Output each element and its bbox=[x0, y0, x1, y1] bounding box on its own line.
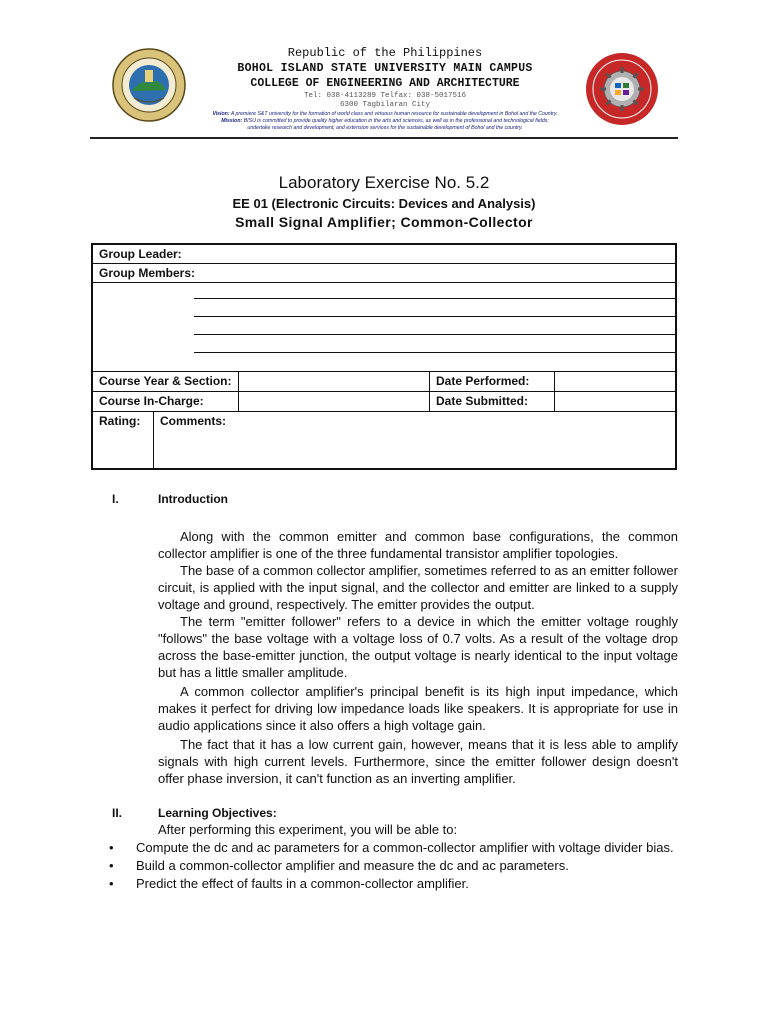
table-divider bbox=[93, 263, 675, 264]
group-members-label: Group Members: bbox=[99, 266, 196, 280]
bullet-icon: • bbox=[109, 876, 114, 891]
member-line[interactable] bbox=[194, 334, 675, 335]
mission-text: BISU is committed to provide quality higher education in the arts and sciences, as well as in the professional and technological fields; bbox=[243, 118, 549, 124]
vision-text: A premiere S&T university for the formation of world class and virtuous human resource for sustainable development in Bohol and the Country. bbox=[230, 111, 558, 117]
paragraph-text: The fact that it has a low current gain, however, means that it is less able to amplify signals with high current levels. Furthermore, since the emitter follower design doesn't offer phase inversion, it can't function as an inverting amplifier. bbox=[158, 737, 678, 786]
college-seal-logo bbox=[585, 52, 659, 126]
list-item bbox=[109, 875, 679, 892]
objectives-list bbox=[109, 839, 679, 893]
course-year-label: Course Year & Section: bbox=[99, 374, 232, 388]
header-mission bbox=[180, 118, 590, 124]
table-divider bbox=[153, 411, 154, 470]
member-line[interactable] bbox=[194, 298, 675, 299]
page-title: Laboratory Exercise No. 5.2 bbox=[278, 173, 490, 192]
intro-paragraph bbox=[158, 736, 678, 787]
intro-paragraph bbox=[158, 528, 678, 562]
header-university: BOHOL ISLAND STATE UNIVERSITY MAIN CAMPUS bbox=[237, 62, 533, 75]
header-divider bbox=[90, 137, 678, 139]
table-divider bbox=[93, 391, 675, 392]
bullet-icon: • bbox=[109, 840, 114, 855]
section-number: II. bbox=[112, 806, 123, 820]
exercise-topic: Small Signal Amplifier; Common-Collector bbox=[235, 214, 533, 230]
date-submitted-label: Date Submitted: bbox=[436, 394, 529, 408]
group-info-table bbox=[91, 243, 677, 470]
header-telephone: Tel: 038-4113289 Telfax: 038-5017516 bbox=[303, 92, 467, 100]
list-item bbox=[109, 839, 679, 856]
member-line[interactable] bbox=[194, 316, 675, 317]
member-line[interactable] bbox=[194, 352, 675, 353]
paragraph-text: The base of a common collector amplifier, sometimes referred to as an emitter follower circuit, is applied with the input signal, and the collector and emitter are linked to a supply voltage and ground, respectively. The emitter provides the output. bbox=[158, 563, 678, 612]
university-seal-logo bbox=[112, 48, 186, 122]
header-college: COLLEGE OF ENGINEERING AND ARCHITECTURE bbox=[250, 77, 520, 90]
date-performed-label: Date Performed: bbox=[436, 374, 530, 388]
mission-label: Mission: bbox=[221, 118, 243, 124]
objective-text: Compute the dc and ac parameters for a common-collector amplifier with voltage divider bias. bbox=[136, 840, 674, 855]
intro-paragraph bbox=[158, 683, 678, 734]
course-subtitle: EE 01 (Electronic Circuits: Devices and Analysis) bbox=[232, 196, 536, 211]
intro-paragraph bbox=[158, 613, 678, 681]
paragraph-text: The term "emitter follower" refers to a device in which the emitter voltage roughly "follows" the base voltage with a voltage loss of 0.7 volts. As a result of the voltage drop across the base-emitter junction, the output voltage is nearly identical to the input voltage but has a little smaller amplitude. bbox=[158, 614, 678, 680]
list-item bbox=[109, 857, 679, 874]
header-mission-continued: undertake research and development, and extension services for the sustainable development of Bohol and the country. bbox=[247, 125, 523, 131]
intro-paragraph bbox=[158, 562, 678, 613]
group-leader-label: Group Leader: bbox=[99, 247, 182, 261]
section-title-introduction: Introduction bbox=[158, 492, 228, 506]
header-city: 6300 Tagbilaran City bbox=[339, 101, 430, 109]
objective-text: Build a common-collector amplifier and measure the dc and ac parameters. bbox=[136, 858, 569, 873]
bullet-icon: • bbox=[109, 858, 114, 873]
objectives-intro: After performing this experiment, you will be able to: bbox=[158, 822, 458, 837]
table-divider bbox=[93, 282, 675, 283]
rating-label: Rating: bbox=[99, 414, 141, 428]
table-divider bbox=[93, 411, 675, 412]
table-divider bbox=[93, 371, 675, 372]
section-number: I. bbox=[112, 492, 119, 506]
header-vision bbox=[180, 111, 590, 117]
course-in-charge-label: Course In-Charge: bbox=[99, 394, 204, 408]
paragraph-text: A common collector amplifier's principal benefit is its high input impedance, which makes it perfect for driving low impedance loads like speakers. It is appropriate for use in audio applications since it also offers a high voltage gain. bbox=[158, 684, 678, 733]
paragraph-text: Along with the common emitter and common base configurations, the common collector amplifier is one of the three fundamental transistor amplifier topologies. bbox=[158, 529, 678, 561]
comments-label: Comments: bbox=[160, 414, 227, 428]
objective-text: Predict the effect of faults in a common-collector amplifier. bbox=[136, 876, 469, 891]
header-republic: Republic of the Philippines bbox=[287, 46, 483, 60]
section-title-objectives: Learning Objectives: bbox=[158, 806, 277, 820]
vision-label: Vision: bbox=[212, 111, 230, 117]
